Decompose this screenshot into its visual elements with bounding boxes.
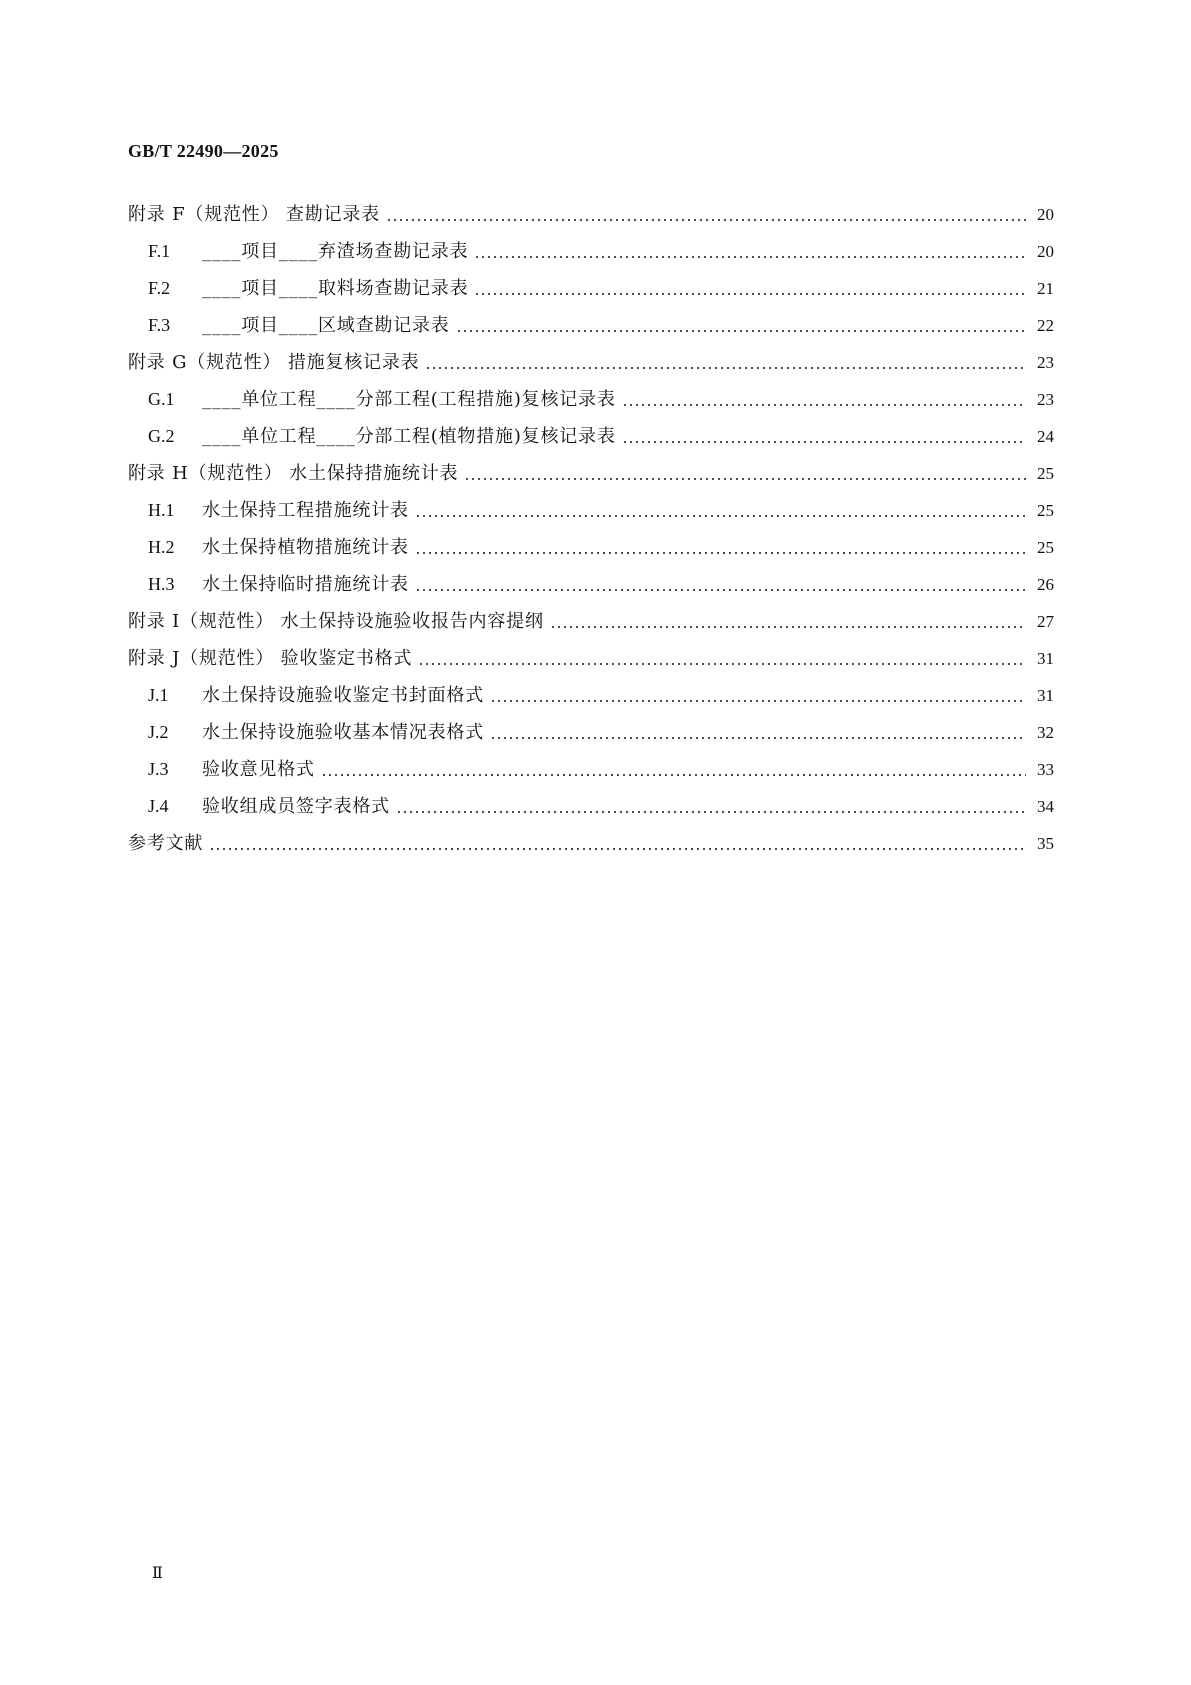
dot-leader: [415, 552, 1026, 554]
toc-entry-page: 25: [1037, 464, 1054, 483]
dot-leader: [474, 293, 1026, 295]
dot-leader: [418, 663, 1026, 665]
toc-entry[interactable]: [128, 344, 1054, 381]
toc-entry-number: J.2: [148, 722, 169, 742]
toc-entry-title: 水土保持设施验收鉴定书封面格式: [202, 685, 484, 706]
dot-leader: [622, 404, 1026, 406]
toc-entry-page: 31: [1037, 686, 1054, 705]
toc-entry-title: ____单位工程____分部工程(植物措施)复核记录表: [202, 426, 616, 447]
dot-leader: [550, 626, 1026, 628]
toc-entry-page: 22: [1037, 316, 1054, 335]
toc-entry[interactable]: [128, 196, 1054, 233]
toc-entry-title: 附录 G（规范性） 措施复核记录表: [128, 352, 420, 373]
dot-leader: [396, 811, 1026, 813]
toc-entry-title: 水土保持工程措施统计表: [202, 500, 409, 521]
toc-entry[interactable]: [128, 825, 1054, 862]
table-of-contents: [128, 196, 1054, 862]
toc-entry-title: 水土保持植物措施统计表: [202, 537, 409, 558]
dot-leader: [456, 330, 1026, 332]
toc-entry-number: J.4: [148, 796, 169, 816]
toc-entry-title: 参考文献: [128, 833, 204, 854]
dot-leader: [209, 848, 1026, 850]
toc-entry[interactable]: [128, 418, 1054, 455]
toc-entry-page: 26: [1037, 575, 1054, 594]
toc-entry-number: F.3: [148, 315, 171, 335]
dot-leader: [386, 219, 1026, 221]
toc-entry-page: 35: [1037, 834, 1054, 853]
dot-leader: [321, 774, 1026, 776]
toc-entry-page: 25: [1037, 501, 1054, 520]
toc-entry-title: 附录 H（规范性） 水土保持措施统计表: [128, 463, 459, 484]
toc-entry-page: 31: [1037, 649, 1054, 668]
toc-entry-title: 附录 I（规范性） 水土保持设施验收报告内容提纲: [128, 611, 544, 632]
dot-leader: [415, 515, 1026, 517]
toc-entry-title: 附录 F（规范性） 查勘记录表: [128, 204, 380, 225]
toc-entry[interactable]: [128, 455, 1054, 492]
toc-entry-number: J.3: [148, 759, 169, 779]
toc-entry[interactable]: [128, 751, 1054, 788]
toc-entry-page: 20: [1037, 205, 1054, 224]
toc-entry-page: 21: [1037, 279, 1054, 298]
toc-entry-title: ____项目____取料场查勘记录表: [202, 278, 469, 299]
toc-entry[interactable]: [128, 640, 1054, 677]
toc-entry-title: 验收意见格式: [202, 759, 315, 780]
toc-entry-number: F.1: [148, 241, 171, 261]
dot-leader: [464, 478, 1026, 480]
toc-entry[interactable]: [128, 677, 1054, 714]
toc-entry[interactable]: [128, 529, 1054, 566]
toc-entry-number: G.1: [148, 389, 175, 409]
toc-entry-page: 32: [1037, 723, 1054, 742]
toc-entry-number: G.2: [148, 426, 175, 446]
dot-leader: [490, 700, 1026, 702]
toc-entry-page: 33: [1037, 760, 1054, 779]
toc-entry-title: 水土保持设施验收基本情况表格式: [202, 722, 484, 743]
toc-entry-title: ____项目____弃渣场查勘记录表: [202, 241, 469, 262]
document-code: GB/T 22490—2025: [128, 141, 279, 161]
toc-entry-number: H.3: [148, 574, 175, 594]
toc-entry-page: 27: [1037, 612, 1054, 631]
toc-entry-title: 验收组成员签字表格式: [202, 796, 390, 817]
toc-entry-number: F.2: [148, 278, 171, 298]
toc-entry-page: 25: [1037, 538, 1054, 557]
dot-leader: [415, 589, 1026, 591]
toc-entry-page: 23: [1037, 353, 1054, 372]
toc-entry[interactable]: [128, 381, 1054, 418]
toc-entry[interactable]: [128, 714, 1054, 751]
dot-leader: [622, 441, 1026, 443]
dot-leader: [425, 367, 1026, 369]
toc-entry-page: 24: [1037, 427, 1054, 446]
dot-leader: [474, 256, 1026, 258]
page-number: Ⅱ: [152, 1565, 164, 1582]
toc-entry-title: 附录 J（规范性） 验收鉴定书格式: [128, 648, 413, 669]
toc-entry[interactable]: [128, 566, 1054, 603]
toc-entry[interactable]: [128, 492, 1054, 529]
toc-entry-page: 23: [1037, 390, 1054, 409]
toc-entry-title: ____单位工程____分部工程(工程措施)复核记录表: [202, 389, 616, 410]
toc-entry-page: 34: [1037, 797, 1054, 816]
dot-leader: [490, 737, 1026, 739]
toc-entry[interactable]: [128, 270, 1054, 307]
toc-entry[interactable]: [128, 603, 1054, 640]
toc-entry-number: H.1: [148, 500, 175, 520]
toc-entry-title: ____项目____区域查勘记录表: [202, 315, 450, 336]
toc-entry[interactable]: [128, 307, 1054, 344]
toc-entry[interactable]: [128, 233, 1054, 270]
toc-entry-number: J.1: [148, 685, 169, 705]
toc-entry[interactable]: [128, 788, 1054, 825]
toc-entry-page: 20: [1037, 242, 1054, 261]
toc-entry-number: H.2: [148, 537, 175, 557]
toc-entry-title: 水土保持临时措施统计表: [202, 574, 409, 595]
